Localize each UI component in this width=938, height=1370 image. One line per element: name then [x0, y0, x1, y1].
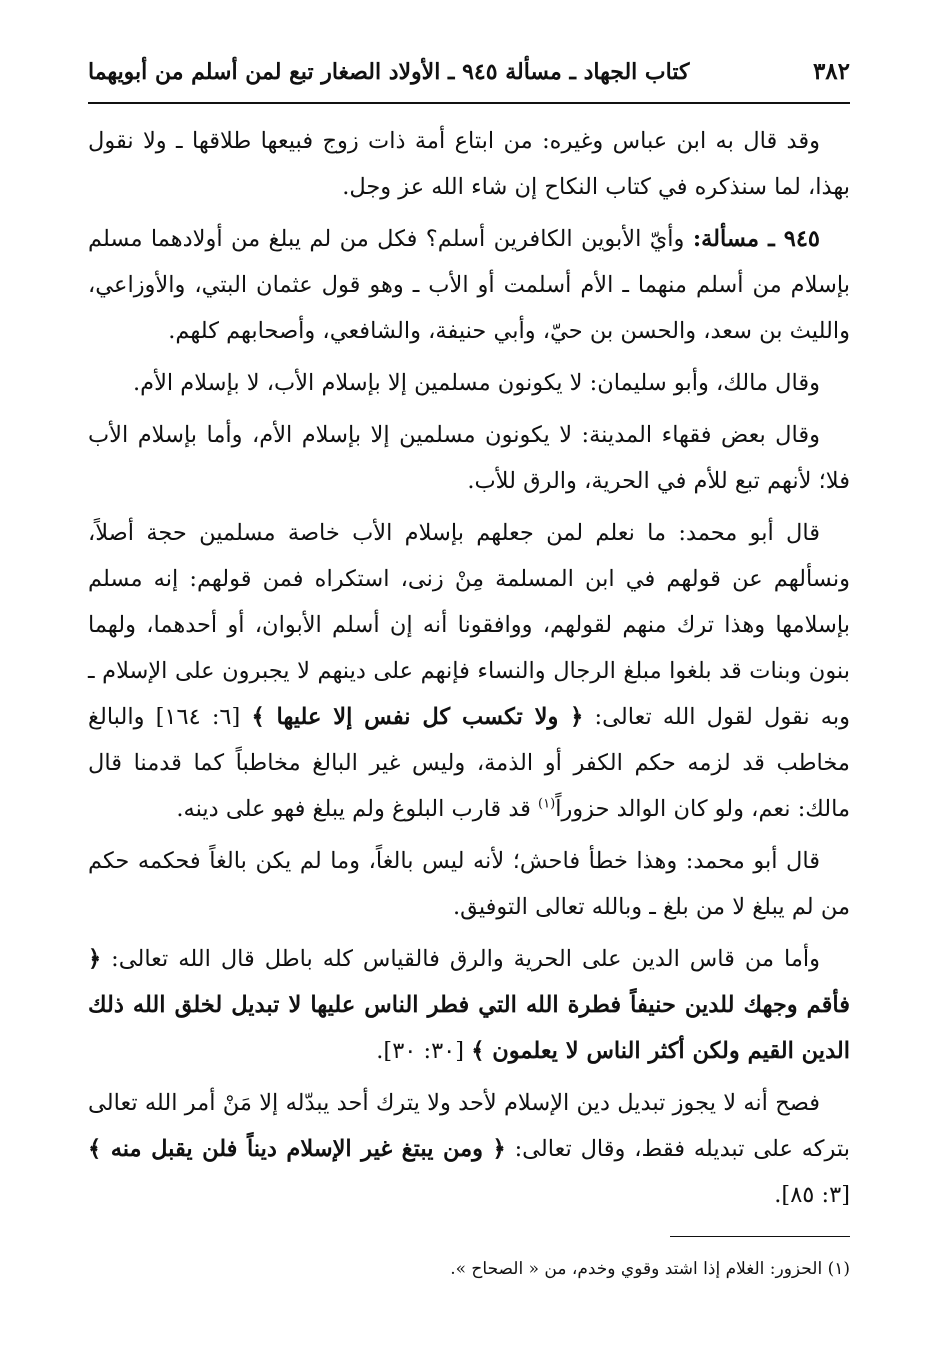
- paragraph-abu-muhammad-2: [88, 838, 850, 930]
- paragraph-text: وأما من قاس الدين على الحرية والرق فالقياس كله باطل قال الله تعالى:: [101, 946, 820, 972]
- paragraph-text: وقال بعض فقهاء المدينة: لا يكونون مسلمين إلا بإسلام الأم، وأما بإسلام الأب فلا؛ لأنهم تبع للأم في الحرية، والرق للأب.: [88, 422, 850, 494]
- footnote: (١) الحزور: الغلام إذا اشتد وقوي وخدم، من « الصحاح ».: [450, 1259, 850, 1279]
- paragraph-text: فصح أنه لا يجوز تبديل دين الإسلام لأحد ولا يترك أحد يبدّله إلا مَنْ أمر الله تعالى بتركه على تبديله فقط، وقال تعالى:: [88, 1090, 850, 1162]
- paragraph-text: [٦: ١٦٤] والبالغ مخاطب قد لزمه حكم الكفر أو الذمة، وليس غير البالغ مخاطباً كما قدمنا قال مالك: نعم، ولو كان الوالد حزوراً: [88, 704, 850, 822]
- running-head: [88, 58, 850, 98]
- page-number: ٣٨٢: [812, 58, 850, 85]
- paragraph-madina-jurists: [88, 412, 850, 504]
- quran-quote: ﴿ فأقم وجهك للدين حنيفاً فطرة الله التي فطر الناس عليها لا تبديل لخلق الله ذلك الدين القيم ولكن أكثر الناس لا يعلمون ﴾: [88, 946, 850, 1064]
- paragraph-ibn-abbas: [88, 118, 850, 210]
- paragraph-abu-muhammad-1: [88, 510, 850, 832]
- running-title: كتاب الجهاد ـ مسألة ٩٤٥ ـ الأولاد الصغار تبع لمن أسلم من أبويهما: [88, 59, 690, 85]
- paragraph-malik: [88, 360, 850, 406]
- issue-label: ٩٤٥ ـ مسألة:: [692, 226, 820, 252]
- paragraph-text: قال أبو محمد: وهذا خطأ فاحش؛ لأنه ليس بالغاً، وما لم يكن بالغاً فحكمه حكم من لم يبلغ لا من بلغ ـ وبالله تعالى التوفيق.: [88, 848, 850, 920]
- book-page: [88, 58, 850, 1224]
- quran-quote: ﴿ ولا تكسب كل نفس إلا عليها ﴾: [251, 704, 584, 730]
- paragraph-text: وقال مالك، وأبو سليمان: لا يكونون مسلمين إلا بإسلام الأب، لا بإسلام الأم.: [132, 370, 820, 396]
- paragraph-text: [٣٠: ٣٠].: [376, 1038, 472, 1064]
- footnote-rule: [670, 1236, 850, 1237]
- quran-quote: ﴿ ومن يبتغ غير الإسلام ديناً فلن يقبل منه ﴾: [88, 1136, 506, 1162]
- footnote-marker: (١): [538, 796, 556, 812]
- body-text: [88, 118, 850, 1218]
- paragraph-issue-945: [88, 216, 850, 354]
- paragraph-text: قد قارب البلوغ ولم يبلغ فهو على دينه.: [176, 796, 539, 822]
- paragraph-text: وقد قال به ابن عباس وغيره: من ابتاع أمة ذات زوج فبيعها طلاقها ـ ولا نقول بهذا، لما سنذكره في كتاب النكاح إن شاء الله عز وجل.: [88, 128, 850, 200]
- header-rule: [88, 102, 850, 104]
- paragraph-text: قال أبو محمد: ما نعلم لمن جعلهم بإسلام الأب خاصة مسلمين حجة أصلاً، ونسألهم عن قولهم في ابن المسلمة مِنْ زنى، استكراه فمن قولهم: إنه مسلم بإسلامها وهذا ترك منهم لقولهم، ووافقونا أنه إن أسلم الأبوان، أو أحدهما، ولهما بنون وبنات قد بلغوا مبلغ الرجال والنساء فإنهم على دينهم لا يجبرون على الإسلام ـ وبه نقول لقول الله تعالى:: [88, 520, 850, 730]
- paragraph-conclusion: [88, 1080, 850, 1218]
- paragraph-text: [٣: ٨٥].: [774, 1182, 850, 1208]
- paragraph-analogy: [88, 936, 850, 1074]
- paragraph-text: وأيّ الأبوين الكافرين أسلم؟ فكل من لم يبلغ من أولادهما مسلم بإسلام من أسلم منهما ـ الأم أسلمت أو الأب ـ وهو قول عثمان البتي، والأوزاعي، والليث بن سعد، والحسن بن حيّ، وأبي حنيفة، والشافعي، وأصحابهم كلهم.: [88, 226, 850, 344]
